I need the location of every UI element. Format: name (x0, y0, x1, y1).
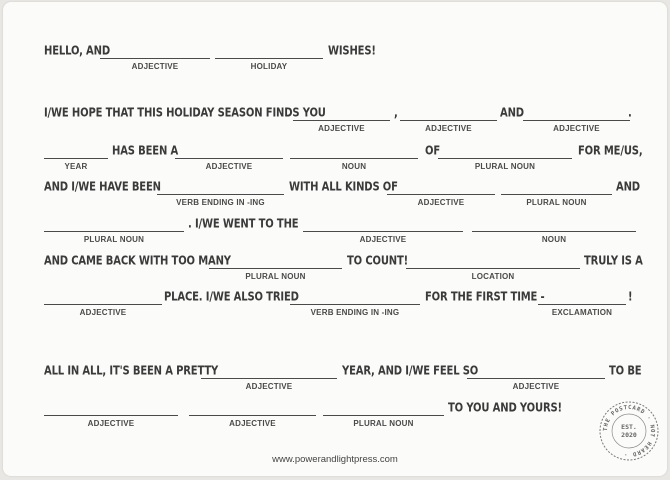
blank-hint: ADJECTIVE (87, 419, 135, 428)
fill-in-blank[interactable] (303, 231, 463, 244)
blank-hint: PLURAL NOUN (474, 162, 536, 171)
prompt-text: TO COUNT! (347, 252, 409, 268)
prompt-text: OF (425, 142, 441, 158)
blank-hint: NOUN (541, 235, 567, 244)
blank-hint: ADJECTIVE (318, 124, 365, 133)
fill-in-blank[interactable] (100, 58, 210, 71)
fill-in-blank[interactable] (501, 194, 612, 207)
blank-hint: HOLIDAY (250, 62, 288, 71)
fill-in-blank[interactable] (44, 415, 178, 428)
fill-in-blank[interactable] (538, 304, 626, 317)
prompt-text: ALL IN ALL, IT'S BEEN A PRETTY (44, 362, 219, 378)
fill-in-blank[interactable] (467, 378, 605, 391)
blank-hint: VERB ENDING IN -ING (310, 308, 400, 317)
fill-in-blank[interactable] (44, 231, 184, 244)
fill-in-blank[interactable] (387, 194, 495, 207)
prompt-text: FOR ME/US, (578, 142, 643, 158)
blank-hint: NOUN (341, 162, 367, 171)
fill-in-blank[interactable] (293, 120, 390, 133)
blank-hint: ADJECTIVE (425, 124, 472, 133)
fill-in-blank[interactable] (438, 158, 572, 171)
prompt-text: HELLO, AND (44, 42, 110, 58)
fill-in-blank[interactable] (201, 378, 337, 391)
fill-in-blank[interactable] (290, 158, 418, 171)
prompt-text: I/WE HOPE THAT THIS HOLIDAY SEASON FINDS YOU (44, 104, 326, 120)
fill-in-blank[interactable] (472, 231, 636, 244)
prompt-text: AND (500, 104, 524, 120)
blank-hint: ADJECTIVE (359, 235, 407, 244)
prompt-text: , (394, 104, 398, 120)
fill-in-blank[interactable] (44, 158, 108, 171)
blank-hint: PLURAL NOUN (83, 235, 145, 244)
prompt-text: YEAR, AND I/WE FEEL SO (342, 362, 479, 378)
website-url[interactable]: www.powerandlightpress.com (272, 454, 398, 465)
prompt-text: TO YOU AND YOURS! (448, 399, 562, 415)
fill-in-blank[interactable] (290, 304, 420, 317)
blank-hint: ADJECTIVE (229, 419, 276, 428)
fill-in-blank[interactable] (523, 120, 630, 133)
prompt-text: FOR THE FIRST TIME - (425, 288, 545, 304)
fill-in-blank[interactable] (323, 415, 444, 428)
blank-hint: VERB ENDING IN -ING (176, 198, 265, 207)
blank-hint: ADJECTIVE (205, 162, 253, 171)
prompt-text: . (628, 104, 632, 120)
publisher-seal (598, 400, 660, 462)
blank-hint: PLURAL NOUN (526, 198, 587, 207)
prompt-text: WISHES! (328, 42, 376, 58)
blank-hint: YEAR (64, 162, 88, 171)
fill-in-blank[interactable] (406, 268, 580, 281)
prompt-text: AND CAME BACK WITH TOO MANY (44, 252, 231, 268)
blank-hint: LOCATION (471, 272, 515, 281)
fill-in-blank[interactable] (215, 58, 323, 71)
fill-in-blank[interactable] (157, 194, 284, 207)
seal-year: 2020 (621, 431, 637, 439)
blank-hint: ADJECTIVE (131, 62, 179, 71)
seal-ring-text: THE POSTCARD · NOT HEARD · (602, 404, 656, 458)
prompt-text: PLACE. I/WE ALSO TRIED (164, 288, 299, 304)
prompt-text: TO BE (609, 362, 642, 378)
blank-hint: PLURAL NOUN (353, 419, 414, 428)
fill-in-blank[interactable] (209, 268, 342, 281)
prompt-text: AND (616, 178, 640, 194)
blank-hint: ADJECTIVE (245, 382, 293, 391)
fill-in-blank[interactable] (400, 120, 497, 133)
prompt-text: . I/WE WENT TO THE (188, 215, 299, 231)
prompt-text: HAS BEEN A (112, 142, 179, 158)
seal-est: EST. (621, 423, 637, 431)
blank-hint: EXCLAMATION (551, 308, 613, 317)
fill-in-blank[interactable] (175, 158, 283, 171)
fill-in-blank[interactable] (189, 415, 316, 428)
blank-hint: PLURAL NOUN (245, 272, 306, 281)
prompt-text: WITH ALL KINDS OF (289, 178, 398, 194)
blank-hint: ADJECTIVE (512, 382, 560, 391)
blank-hint: ADJECTIVE (553, 124, 600, 133)
fill-in-blank[interactable] (44, 304, 162, 317)
prompt-text: AND I/WE HAVE BEEN (44, 178, 161, 194)
prompt-text: ! (628, 288, 633, 304)
prompt-text: TRULY IS A (584, 252, 643, 268)
blank-hint: ADJECTIVE (79, 308, 127, 317)
blank-hint: ADJECTIVE (417, 198, 465, 207)
